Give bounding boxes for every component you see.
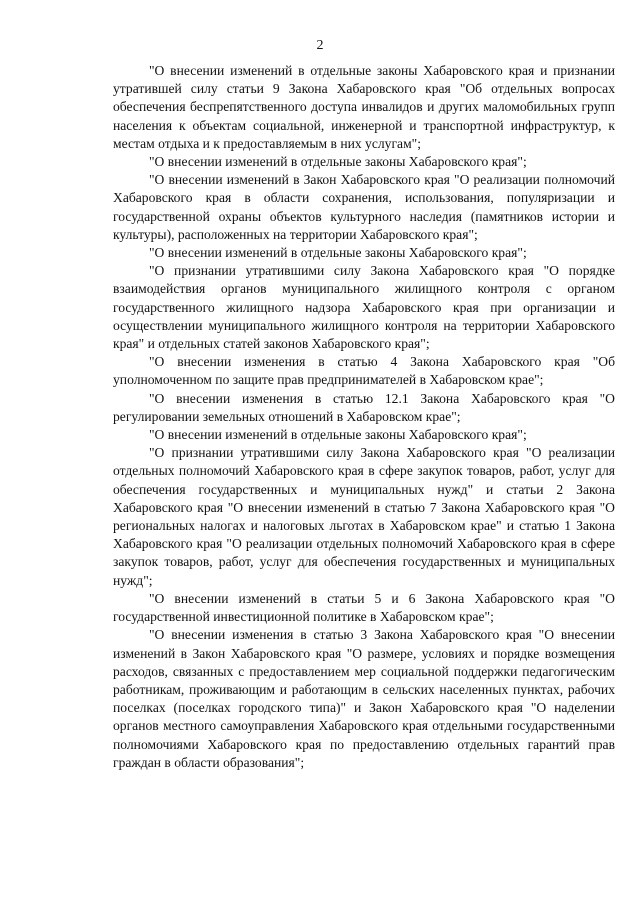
law-item-paragraph: "О внесении изменений в отдельные законы Хабаровского края"; — [149, 245, 527, 261]
document-body — [113, 62, 615, 772]
page-number: 2 — [316, 38, 324, 53]
law-item-paragraph: "О признании утратившими силу Закона Хабаровского края "О порядке взаимодействия органов муниципального жилищного контроля с органом государственного жилищного надзора Хабаровского края при организации и осуществлении муниципального жилищного контроля на территории Хабаровского края" и отдельных статей законов Хабаровского края"; — [113, 263, 615, 352]
law-item-paragraph: "О внесении изменений в отдельные законы Хабаровского края и признании утратившей силу статьи 9 Закона Хабаровского края "Об отдельных вопросах обеспечения беспрепятственного доступа инвалидов и других маломобильных групп населения к объектам социальной, инженерной и транспортной инфраструктур, к местам отдыха и к предоставляемым в них услугам"; — [113, 63, 615, 151]
law-item-paragraph: "О внесении изменений в отдельные законы Хабаровского края"; — [149, 154, 527, 170]
law-item-paragraph: "О внесении изменения в статью 12.1 Закона Хабаровского края "О регулировании земельных отношений в Хабаровском крае"; — [113, 390, 615, 424]
law-item-paragraph: "О внесении изменений в отдельные законы Хабаровского края"; — [149, 427, 527, 443]
law-item-paragraph: "О внесении изменений в статьи 5 и 6 Закона Хабаровского края "О государственной инвестиционной политике в Хабаровском крае"; — [113, 590, 615, 625]
law-item-paragraph: "О внесении изменения в статью 3 Закона Хабаровского края "О внесении изменений в Закон Хабаровского края "О размере, условиях и порядке возмещения расходов, связанных с предоставлением мер социальной поддержки педагогическим работникам, проживающим и работающим в сельских населенных пунктах, рабочих поселках (поселках городского типа)" и Закон Хабаровского края "О наделении органов местного самоуправления Хабаровского края отдельными государственными полномочиями Хабаровского края по предоставлению отдельных гарантий прав граждан в области образования"; — [113, 627, 615, 770]
law-item-paragraph: "О внесении изменения в статью 4 Закона Хабаровского края "Об уполномоченном по защите прав предпринимателей в Хабаровском крае"; — [113, 354, 615, 388]
law-item-paragraph: "О внесении изменений в Закон Хабаровского края "О реализации полномочий Хабаровского края в области сохранения, использования, популяризации и государственной охраны объектов культурного наследия (памятников истории и культуры), расположенных на территории Хабаровского края"; — [113, 172, 615, 242]
law-item-paragraph: "О признании утратившими силу Закона Хабаровского края "О реализации отдельных полномочий Хабаровского края в сфере закупок товаров, работ, услуг для обеспечения государственных и муниципальных нужд" и статьи 2 Закона Хабаровского края "О внесении изменений в статью 7 Закона Хабаровского края "О региональных налогах и налоговых льготах в Хабаровском крае" и статью 1 Закона Хабаровского края "О реализации отдельных полномочий Хабаровского края в сфере закупок товаров, работ, услуг для обеспечения государственных и муниципальных нужд"; — [113, 445, 615, 588]
